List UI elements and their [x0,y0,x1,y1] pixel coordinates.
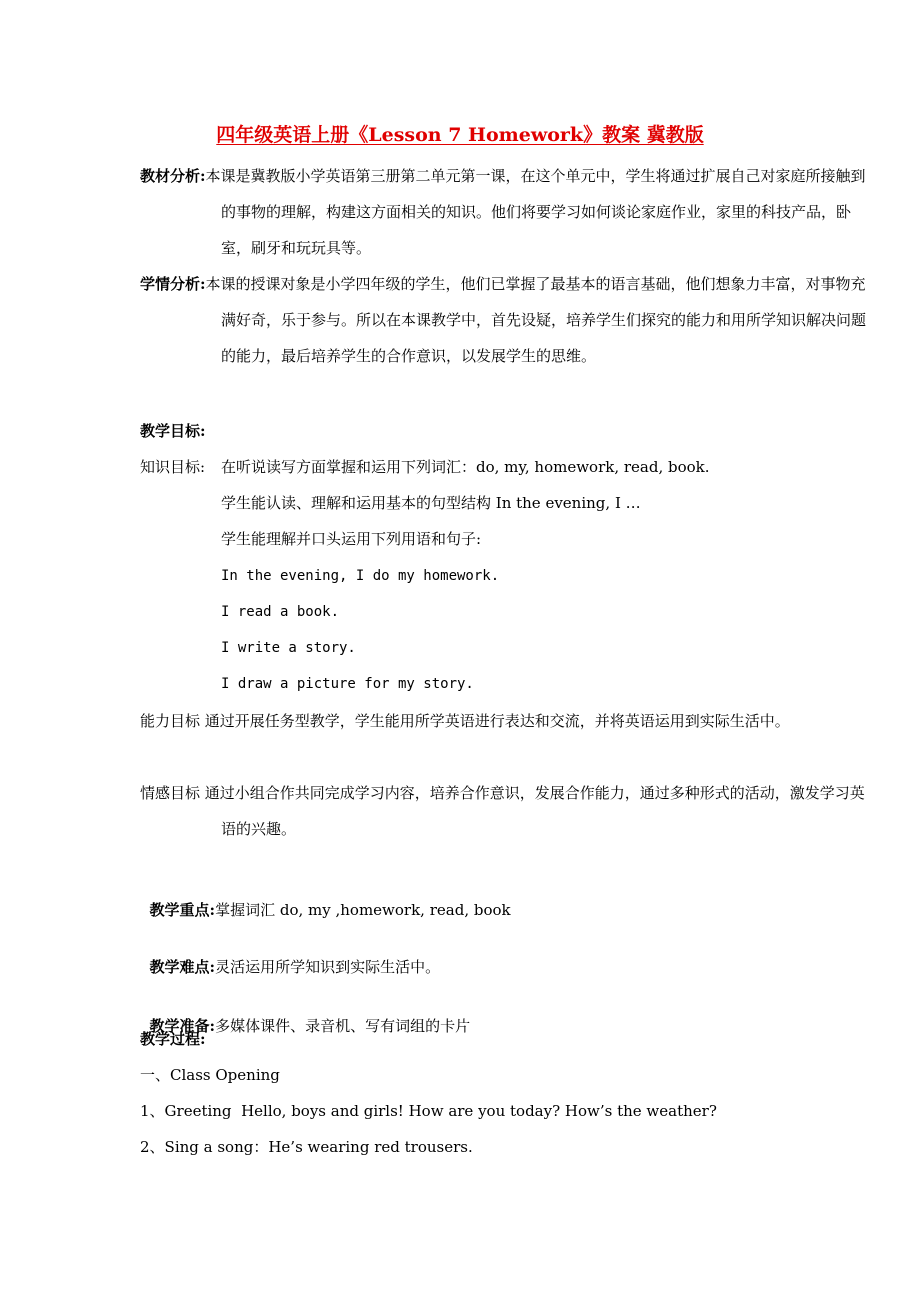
process-step: 1、Greeting Hello, boys and girls! How are you today? How’s the weather? [140,1102,717,1120]
preparation-text: 多媒体课件、录音机、写有词组的卡片 [215,1017,471,1035]
difficulties [140,931,440,979]
difficulties-label: 教学难点: [149,958,216,976]
knowledge-objective-label: 知识目标: [140,458,206,476]
example-sentence: I draw a picture for my story. [221,676,474,692]
textbook-analysis-label: 教材分析: [140,167,206,185]
process-heading: 教学过程: [140,1030,206,1048]
preparation-label: 教学准备: [149,1017,216,1035]
knowledge-objective-line1: 在听说读写方面掌握和运用下列词汇：do, my, homework, read, book. [221,458,710,476]
key-points-label: 教学重点: [149,901,216,919]
student-analysis [140,266,871,374]
emotion-objective-text: 通过小组合作共同完成学习内容，培养合作意识，发展合作能力，通过多种形式的活动，激发学习英语的兴趣。 [204,784,865,838]
textbook-analysis [140,158,871,266]
emotion-objective-label: 情感目标 [140,784,201,802]
objectives-heading: 教学目标: [140,422,206,440]
ability-objective [140,703,864,739]
ability-objective-label: 能力目标 [140,712,201,730]
key-points [140,874,511,922]
key-points-text: 掌握词汇 do, my ,homework, read, book [215,901,511,919]
knowledge-objective-line2: 学生能认读、理解和运用基本的句型结构 In the evening, I … [221,494,641,512]
knowledge-objective-line3: 学生能理解并口头运用下列用语和句子: [221,530,482,548]
document-title: 四年级英语上册《Lesson 7 Homework》教案 冀教版 [216,124,704,146]
difficulties-text: 灵活运用所学知识到实际生活中。 [215,958,441,976]
student-analysis-label: 学情分析: [140,275,206,293]
example-sentence: I write a story. [221,640,356,656]
process-step: 一、Class Opening [140,1066,280,1084]
ability-objective-text: 通过开展任务型教学，学生能用所学英语进行表达和交流，并将英语运用到实际生活中。 [204,712,790,730]
example-sentence: In the evening, I do my homework. [221,568,500,584]
emotion-objective [140,775,871,847]
student-analysis-text: 本课的授课对象是小学四年级的学生，他们已掌握了最基本的语言基础，他们想象力丰富，对事物充满好奇，乐于参与。所以在本课教学中，首先设疑，培养学生们探究的能力和用所学知识解决问题的能力，最后培养学生的合作意识，以发展学生的思维。 [205,275,867,365]
textbook-analysis-text: 本课是冀教版小学英语第三册第二单元第一课，在这个单元中，学生将通过扩展自己对家庭所接触到的事物的理解，构建这方面相关的知识。他们将要学习如何谈论家庭作业，家里的科技产品，卧室，刷牙和玩玩具等。 [205,167,866,257]
process-step: 2、Sing a song：He’s wearing red trousers. [140,1138,473,1156]
example-sentence: I read a book. [221,604,340,620]
